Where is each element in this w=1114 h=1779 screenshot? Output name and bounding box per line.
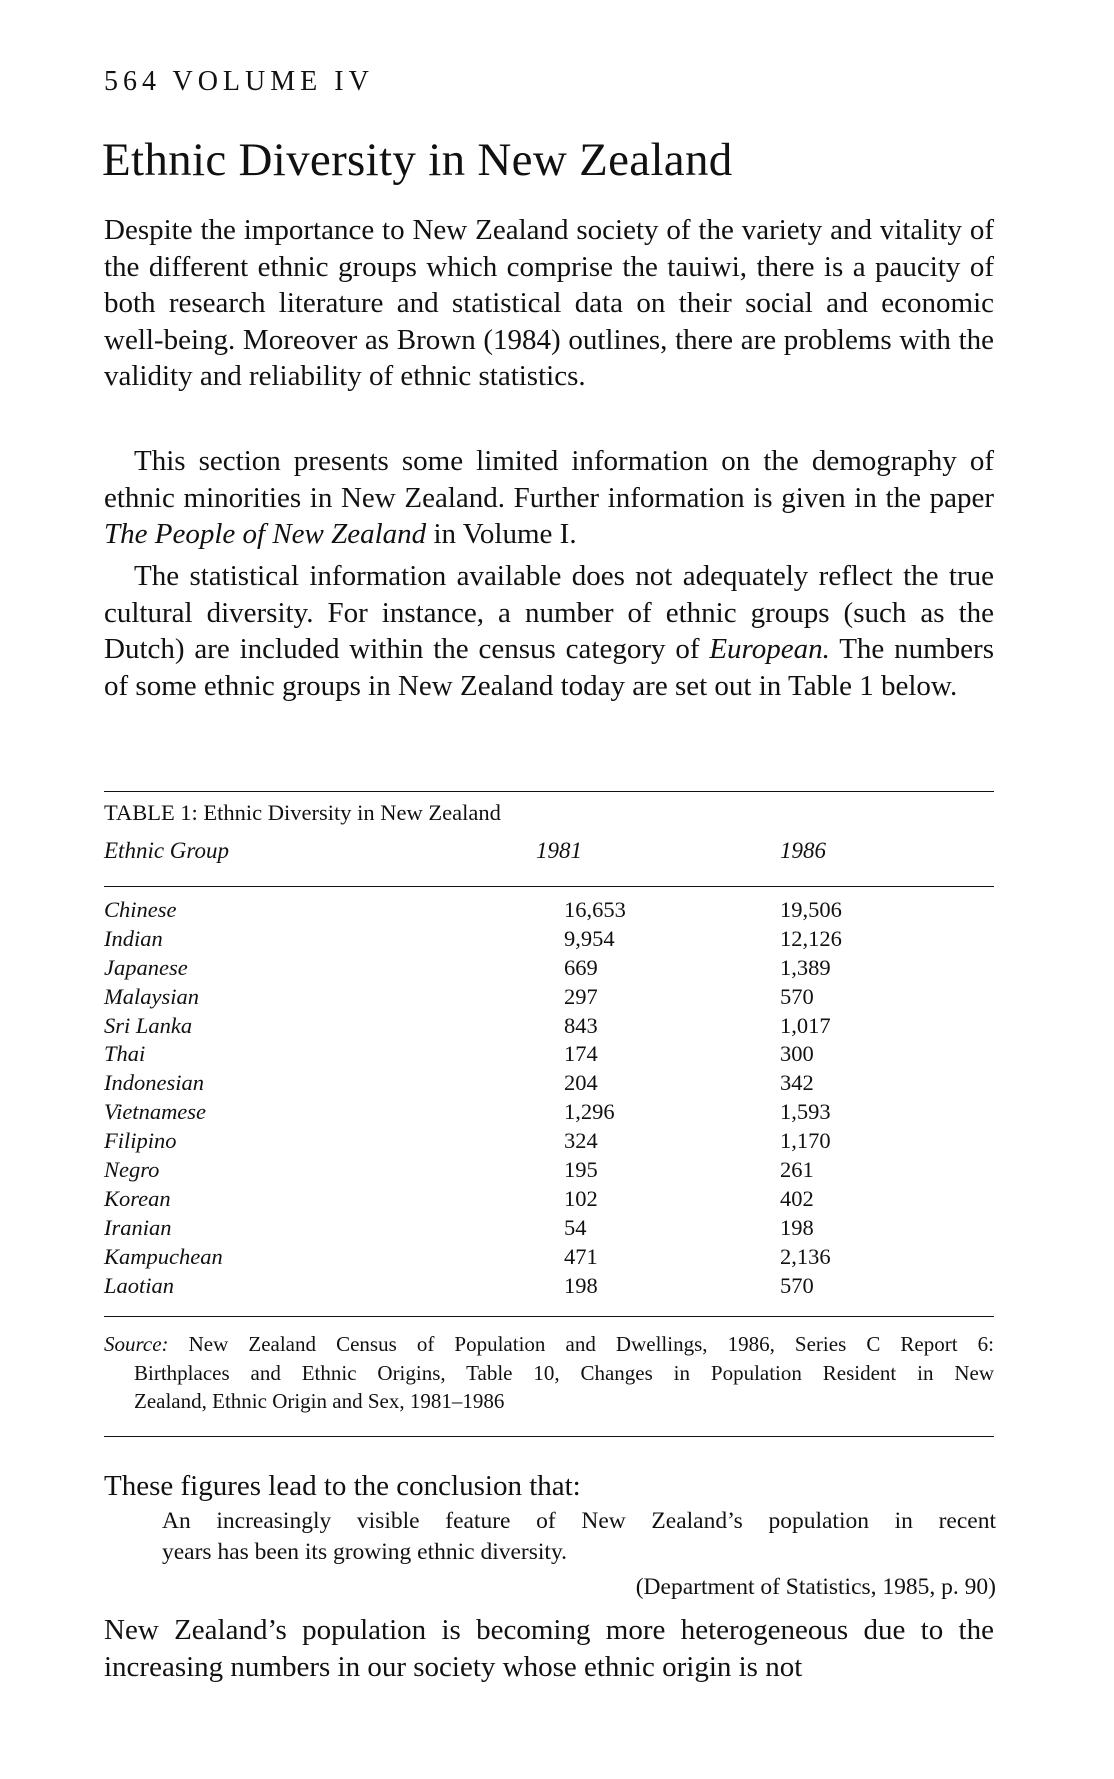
quote-line: An increasingly visible feature of New Zealand’s population in recent (162, 1508, 996, 1534)
block-quote (162, 1506, 996, 1568)
paragraph-text-part: in Volume I. (426, 518, 577, 550)
table-row (104, 1156, 994, 1185)
demography-paragraph (104, 443, 994, 553)
cell-1986: 198 (780, 1214, 814, 1240)
cell-ethnic-group: Kampuchean (104, 1243, 223, 1269)
table-row (104, 1127, 994, 1156)
table-bottom-rule (104, 1316, 994, 1317)
table-source-note (104, 1330, 994, 1416)
page-title: Ethnic Diversity in New Zealand (102, 134, 733, 186)
paragraph-text-part: This section presents some limited information on the demography of ethnic minorities in New Zealand. Further information is given in the paper (104, 445, 994, 514)
cell-1986: 1,017 (780, 1012, 831, 1038)
cell-1986: 261 (780, 1157, 814, 1183)
source-line: Zealand, Ethnic Origin and Sex, 1981–1986 (134, 1389, 505, 1413)
table-row (104, 925, 994, 954)
cell-1986: 19,506 (780, 897, 842, 922)
cell-ethnic-group: Thai (104, 1041, 146, 1067)
paragraph-text: Despite the importance to New Zealand society of the variety and vitality of the different ethnic groups which comprise the tauiwi, there is a paucity of both research literature and statistical data on their social and economic well-being. Moreover as Brown (1984) outlines, there are problems with the validity and reliability of ethnic statistics. (104, 214, 994, 392)
cell-1986: 12,126 (780, 925, 842, 951)
table-caption: TABLE 1: Ethnic Diversity in New Zealand (104, 800, 501, 825)
cell-1981: 669 (564, 954, 598, 980)
cell-1981: 204 (564, 1070, 598, 1096)
cell-1986: 1,170 (780, 1128, 831, 1154)
cell-1981: 471 (564, 1243, 598, 1269)
table-row (104, 1214, 994, 1243)
table-end-rule (104, 1436, 994, 1437)
cell-ethnic-group: Korean (104, 1185, 171, 1211)
cell-1986: 2,136 (780, 1243, 831, 1269)
cited-work-title: The People of New Zealand (104, 518, 427, 550)
cell-ethnic-group: Indian (104, 925, 163, 951)
cell-1981: 9,954 (564, 925, 615, 951)
cell-ethnic-group: Japanese (104, 954, 188, 980)
cell-1981: 174 (564, 1041, 598, 1067)
cell-1981: 195 (564, 1157, 598, 1183)
cell-1981: 198 (564, 1272, 598, 1298)
cell-1986: 570 (780, 1272, 814, 1298)
cell-ethnic-group: Indonesian (104, 1070, 204, 1096)
cell-1986: 1,389 (780, 954, 831, 980)
table-row (104, 896, 994, 925)
paragraph-text (104, 558, 994, 704)
cell-ethnic-group: Iranian (104, 1214, 172, 1240)
final-paragraph (104, 1612, 994, 1685)
cell-ethnic-group: Sri Lanka (104, 1012, 193, 1038)
cell-ethnic-group: Filipino (104, 1128, 177, 1154)
table-row (104, 1185, 994, 1214)
source-text: New Zealand Census of Population and Dwellings, 1986, Series C Report 6: (188, 1332, 994, 1356)
running-head: 564 VOLUME IV (104, 66, 374, 97)
cell-ethnic-group: Malaysian (104, 983, 199, 1009)
table-row (104, 983, 994, 1012)
cell-1981: 297 (564, 983, 598, 1009)
cell-1981: 54 (564, 1214, 587, 1240)
cell-1981: 1,296 (564, 1099, 615, 1125)
cell-1981: 16,653 (564, 897, 626, 922)
cell-1986: 1,593 (780, 1099, 831, 1125)
cell-1981: 324 (564, 1128, 598, 1154)
paragraph-text: New Zealand’s population is becoming more heterogeneous due to the increasing numbers in our society whose ethnic origin is not (104, 1614, 994, 1683)
paragraph-text-part: The statistical information available does not adequately reflect the true cultural diversity. For instance, a number of ethnic groups (such as the Dutch) are included within the census category of (104, 560, 994, 665)
source-line: Birthplaces and Ethnic Origins, Table 10, Changes in Population Resident in New (134, 1360, 994, 1385)
quote-line: years has been its growing ethnic diversity. (162, 1539, 568, 1565)
table-row (104, 1243, 994, 1272)
source-label: Source: (104, 1332, 169, 1356)
cell-1986: 300 (780, 1041, 814, 1067)
cell-1981: 102 (564, 1185, 598, 1211)
header-ethnic-group: Ethnic Group (104, 838, 229, 863)
cell-ethnic-group: Chinese (104, 897, 177, 922)
table-top-rule (104, 791, 994, 792)
cell-1986: 402 (780, 1185, 814, 1211)
intro-paragraph (104, 212, 994, 395)
header-1981: 1981 (536, 838, 582, 863)
cell-1986: 342 (780, 1070, 814, 1096)
table-row (104, 1012, 994, 1041)
paragraph-text (104, 443, 994, 553)
table-row (104, 954, 994, 983)
table-row (104, 1069, 994, 1098)
cell-ethnic-group: Laotian (104, 1272, 175, 1298)
statistics-paragraph (104, 558, 994, 704)
cell-ethnic-group: Vietnamese (104, 1099, 207, 1125)
table-row (104, 1040, 994, 1069)
cell-ethnic-group: Negro (104, 1157, 160, 1183)
census-category: European. (709, 633, 830, 665)
table-body (104, 896, 994, 1300)
cell-1981: 843 (564, 1012, 598, 1038)
cell-1986: 570 (780, 983, 814, 1009)
table-row (104, 1098, 994, 1127)
quote-citation: (Department of Statistics, 1985, p. 90) (635, 1574, 996, 1600)
table-header-rule (104, 886, 994, 887)
table-row (104, 1272, 994, 1301)
source-line (104, 1330, 994, 1359)
paragraph-text-part: The numbers of some ethnic groups in New Zealand today are set out in Table 1 below. (104, 633, 994, 702)
conclusion-intro: These figures lead to the conclusion that: (104, 1470, 581, 1502)
header-1986: 1986 (780, 838, 826, 863)
